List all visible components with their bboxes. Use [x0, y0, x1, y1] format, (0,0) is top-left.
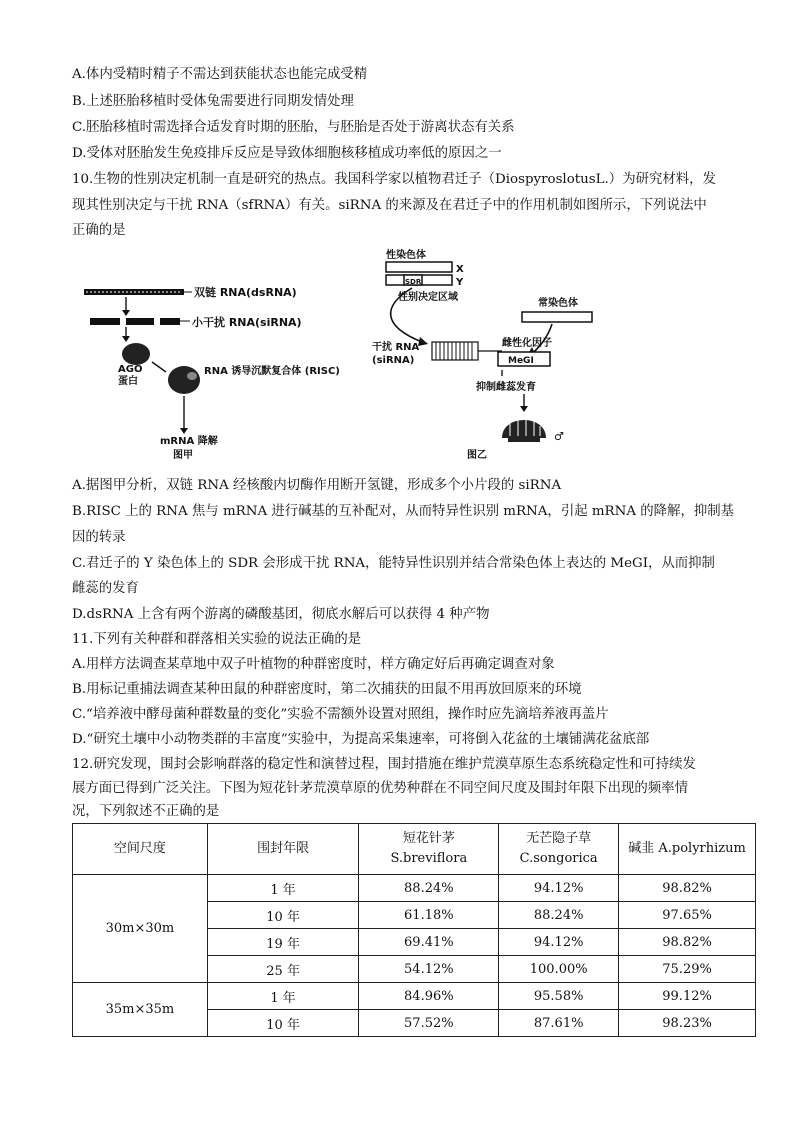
q9-option-d: D.受体对胚胎发生免疫排斥反应是导致体细胞核移植成功率低的原因之一: [72, 146, 502, 161]
q12-stem-line-3: 况，下列叙述不正确的是: [72, 804, 220, 819]
sirna-fragment: [90, 318, 120, 325]
header-years: 围封年限: [207, 824, 359, 875]
dsrna-label: 双链 RNA(dsRNA): [194, 286, 297, 299]
figure-b-caption: 图乙: [467, 450, 487, 461]
y-label: Y: [456, 277, 464, 288]
years-cell: 1 年: [207, 983, 359, 1010]
q11-stem: 11.下列有关种群和群落相关实验的说法正确的是: [72, 632, 362, 647]
value-cell: 88.24%: [499, 902, 619, 929]
value-cell: 61.18%: [359, 902, 499, 929]
figure-a-caption: 图甲: [173, 450, 193, 460]
sirna-ladder: [432, 342, 478, 360]
header-scale: 空间尺度: [73, 824, 208, 875]
ago-label-1: AGO: [118, 364, 143, 375]
scale-cell: 30m×30m: [73, 875, 208, 983]
sex-chromosome-label: 性染色体: [386, 250, 426, 261]
q11-option-d: D.“研究土壤中小动物类群的丰富度”实验中，为提高采集速率，可将倒入花盆的土壤铺满花盆底部: [72, 732, 650, 747]
value-cell: 98.23%: [619, 1010, 756, 1037]
feminizer-label: 雌性化因子: [502, 338, 552, 349]
header-species-3: 碱韭 A.polyrhizum: [619, 824, 756, 875]
value-cell: 69.41%: [359, 929, 499, 956]
sirna-label-1: 干扰 RNA: [372, 342, 420, 353]
years-cell: 19 年: [207, 929, 359, 956]
value-cell: 94.12%: [499, 929, 619, 956]
q11-option-a: A.用样方法调查某草地中双子叶植物的种群密度时，样方确定好后再确定调查对象: [72, 657, 555, 672]
header-species-1: 短花针茅 S.breviflora: [359, 824, 499, 875]
x-label: X: [456, 264, 464, 275]
q10-stem-line-2: 现其性别决定与干扰 RNA（sfRNA）有关。siRNA 的来源及在君迁子中的作用机制如图所示，下列说法中: [72, 198, 707, 213]
q10-option-b-line-1: B.RISC 上的 RNA 焦与 mRNA 进行碱基的互补配对，从而特异性识别 mRNA，引起 mRNA 的降解，抑制基: [72, 504, 735, 519]
mrna-degrade-label: mRNA 降解: [160, 436, 218, 447]
value-cell: 57.52%: [359, 1010, 499, 1037]
value-cell: 94.12%: [499, 875, 619, 902]
autosome-label: 常染色体: [538, 298, 578, 309]
q9-option-b: B.上述胚胎移植时受体兔需要进行同期发情处理: [72, 94, 354, 109]
years-cell: 10 年: [207, 1010, 359, 1037]
figure-a-sirna-mechanism: [80, 280, 370, 460]
male-flower-icon: [502, 418, 546, 442]
male-symbol: ♂: [554, 430, 564, 443]
q12-stem-line-1: 12.研究发现，围封会影响群落的稳定性和演替过程，围封措施在维护荒漠草原生态系统稳定性和可持续发: [72, 757, 696, 772]
q12-frequency-table: [72, 823, 756, 1037]
table-row: [73, 983, 756, 1010]
q11-option-c: C.“培养液中酵母菌种群数量的变化”实验不需额外设置对照组，操作时应先滴培养液再盖片: [72, 707, 609, 722]
value-cell: 88.24%: [359, 875, 499, 902]
risc-label: RNA 诱导沉默复合体 (RISC): [204, 366, 340, 377]
q10-option-c-line-2: 雌蕊的发育: [72, 581, 139, 596]
q10-stem-line-3: 正确的是: [72, 223, 126, 238]
q10-stem-line-1: 10.生物的性别决定机制一直是研究的热点。我国科学家以植物君迁子（DiospyroslotusL.）为研究材料，发: [72, 172, 716, 187]
sirna-label-2: (siRNA): [372, 355, 415, 366]
risc-complex-shape: [168, 366, 200, 394]
autosome: [522, 312, 592, 322]
x-chromosome: [386, 262, 452, 272]
value-cell: 95.58%: [499, 983, 619, 1010]
q10-option-b-line-2: 因的转录: [72, 530, 126, 545]
value-cell: 97.65%: [619, 902, 756, 929]
scale-cell: 35m×35m: [73, 983, 208, 1037]
q9-option-c: C.胚胎移植时需选择合适发育时期的胚胎，与胚胎是否处于游离状态有关系: [72, 120, 515, 135]
q12-stem-line-2: 展方面已得到广泛关注。下图为短花针茅荒漠草原的优势种群在不同空间尺度及围封年限下出现的频率情: [72, 781, 688, 796]
value-cell: 98.82%: [619, 875, 756, 902]
ago-label-2: 蛋白: [118, 376, 138, 387]
sirna-fragment: [126, 318, 154, 325]
value-cell: 99.12%: [619, 983, 756, 1010]
q11-option-b: B.用标记重捕法调查某种田鼠的种群密度时，第二次捕获的田鼠不用再放回原来的环境: [72, 682, 582, 697]
sirna-fragment: [160, 318, 180, 325]
years-cell: 10 年: [207, 902, 359, 929]
sdr-text: SDR: [405, 278, 422, 286]
q10-option-c-line-1: C.君迁子的 Y 染色体上的 SDR 会形成干扰 RNA，能特异性识别并结合常染色体上表达的 MeGI，从而抑制: [72, 556, 715, 571]
years-cell: 1 年: [207, 875, 359, 902]
q10-option-a: A.据图甲分析，双链 RNA 经核酸内切酶作用断开氢键，形成多个小片段的 siRNA: [72, 478, 562, 493]
table-header-row: [73, 824, 756, 875]
table-row: [73, 875, 756, 902]
sirna-label: 小干扰 RNA(siRNA): [192, 316, 302, 329]
value-cell: 84.96%: [359, 983, 499, 1010]
value-cell: 100.00%: [499, 956, 619, 983]
figure-b-sex-determination: [352, 246, 612, 462]
value-cell: 98.82%: [619, 929, 756, 956]
header-species-2: 无芒隐子草 C.songorica: [499, 824, 619, 875]
q10-option-d: D.dsRNA 上含有两个游离的磷酸基团，彻底水解后可以获得 4 种产物: [72, 607, 490, 622]
years-cell: 25 年: [207, 956, 359, 983]
suppress-label: 抑制雌蕊发育: [476, 382, 536, 393]
value-cell: 54.12%: [359, 956, 499, 983]
sdr-region-label: 性别决定区域: [398, 292, 458, 303]
value-cell: 87.61%: [499, 1010, 619, 1037]
megi-text: MeGI: [508, 356, 534, 366]
q9-option-a: A.体内受精时精子不需达到获能状态也能完成受精: [72, 67, 368, 82]
value-cell: 75.29%: [619, 956, 756, 983]
ago-protein-shape: [122, 343, 150, 365]
